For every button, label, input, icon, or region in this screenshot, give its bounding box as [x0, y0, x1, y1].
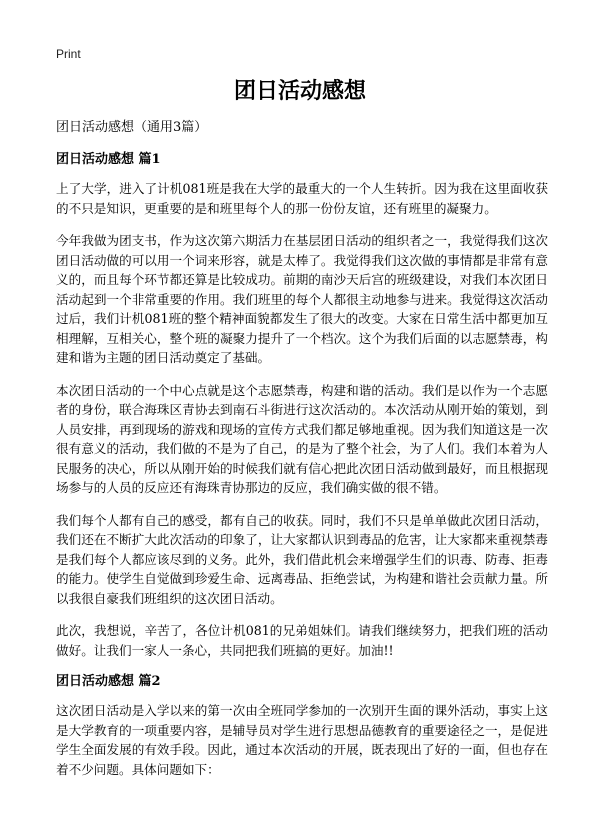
article-paragraph: 这次团日活动是入学以来的第一次由全班同学参加的一次别开生面的课外活动，事实上这是大学教育的一项重要内容，是辅导员对学生进行思想品德教育的重要途径之一，是促进学生全面发展的有效手段。因此，通过本次活动的开展，既表现出了好的一面，但也存在着不少问题。具体问题如下： — [56, 703, 548, 777]
document-title: 团日活动感想 — [233, 79, 366, 104]
print-label[interactable]: Print — [56, 47, 81, 61]
article-heading: 团日活动感想 篇2 — [56, 674, 161, 689]
article-heading: 团日活动感想 篇1 — [56, 152, 161, 167]
article-paragraph: 今年我做为团支书，作为这次第六期活力在基层团日活动的组织者之一，我觉得我们这次团日活动做的可以用一个词来形容，就是太棒了。我觉得我们这次做的事情都是非常有意义的，而且每个环节都还算是比较成功。前期的南沙天后宫的班级建设，对我们本次团日活动起到一个非常重要的作用。我们班里的每个人都很主动地参与进来。我觉得这次活动过后，我们计机081班的整个精神面貌都发生了很大的改变。大家在日常生活中都更加互相理解，互相关心，整个班的凝聚力提升了一个档次。这个为我们后面的以志愿禁毒，构建和谐为主题的团日活动奠定了基础。 — [56, 233, 548, 365]
article-paragraph: 此次，我想说，辛苦了，各位计机081的兄弟姐妹们。请我们继续努力，把我们班的活动做好。让我们一家人一条心，共同把我们班搞的更好。加油!! — [56, 623, 548, 658]
document-subtitle: 团日活动感想（通用3篇） — [56, 120, 208, 135]
article-paragraph: 我们每个人都有自己的感受，都有自己的收获。同时，我们不只是单单做此次团日活动，我们还在不断扩大此次活动的印象了，让大家都认识到毒品的危害，让大家都来重视禁毒是我们每个人都应该尽到的义务。此外，我们借此机会来增强学生们的识毒、防毒、拒毒的能力。使学生自觉做到珍爱生命、远离毒品、拒绝尝试，为构建和谐社会贡献力量。所以我很自豪我们班组织的这次团日活动。 — [56, 512, 548, 606]
article-paragraph: 本次团日活动的一个中心点就是这个志愿禁毒，构建和谐的活动。我们是以作为一个志愿者的身份，联合海珠区青协去到南石斗街进行这次活动的。本次活动从刚开始的策划，到人员安排，再到现场的游戏和现场的宣传方式我们都足够地重视。因为我们知道这是一次很有意义的活动，我们做的不是为了自己，的是为了整个社会，为了人们。我们本着为人民服务的决心，所以从刚开始的时候我们就有信心把此次团日活动做到最好，而且根据现场参与的人员的反应还有海珠青协那边的反应，我们确实做的很不错。 — [56, 382, 548, 495]
document-body — [56, 119, 548, 792]
article-1 — [56, 151, 548, 660]
article-paragraph: 上了大学，进入了计机081班是我在大学的最重大的一个人生转折。因为我在这里面收获的不只是知识，更重要的是和班里每个人的那一份份友谊，还有班里的凝聚力。 — [56, 181, 548, 216]
article-2 — [56, 673, 548, 779]
